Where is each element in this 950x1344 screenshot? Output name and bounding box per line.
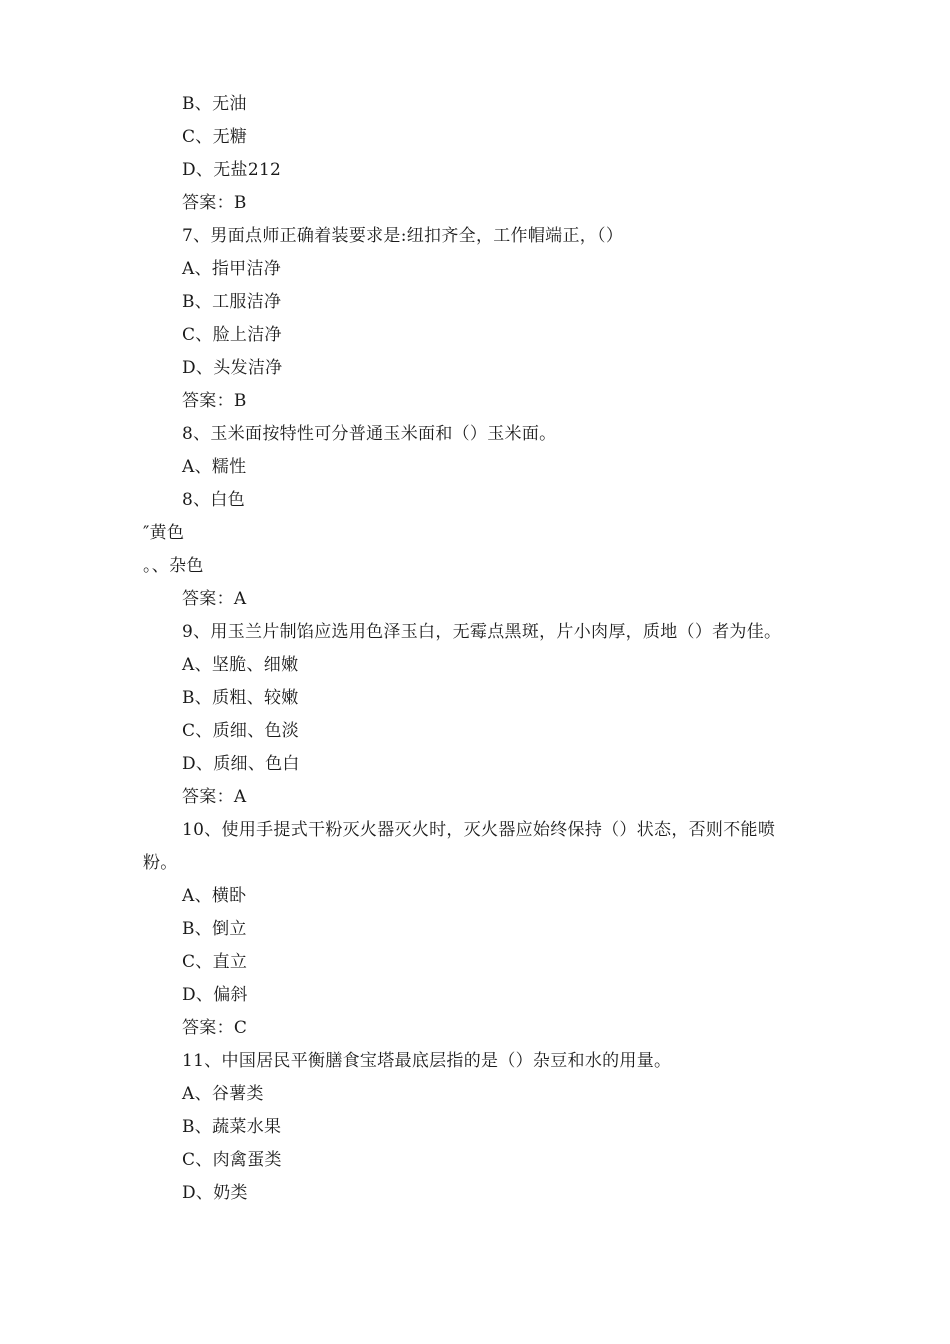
option-b: 8、白色	[182, 490, 246, 510]
option-d: D、奶类	[182, 1183, 248, 1203]
option-c: C、直立	[182, 952, 248, 972]
answer: 答案：A	[182, 589, 247, 609]
answer: 答案：B	[182, 391, 247, 411]
question-11: 11、中国居民平衡膳食宝塔最底层指的是（）杂豆和水的用量。	[182, 1051, 672, 1071]
option-d: D、头发洁净	[182, 358, 283, 378]
answer: 答案：B	[182, 193, 247, 213]
question-10-continuation: 粉。	[143, 853, 178, 873]
option-d: 。、杂色	[143, 556, 204, 576]
option-c: C、脸上洁净	[182, 325, 282, 345]
option-b: B、倒立	[182, 919, 247, 939]
option-c: C、无糖	[182, 127, 248, 147]
question-8: 8、玉米面按特性可分普通玉米面和（）玉米面。	[182, 424, 557, 444]
option-d: D、偏斜	[182, 985, 248, 1005]
option-c: C、质细、色淡	[182, 721, 300, 741]
answer: 答案：C	[182, 1018, 248, 1038]
question-9: 9、用玉兰片制馅应选用色泽玉白，无霉点黑斑，片小肉厚，质地（）者为佳。	[182, 622, 782, 642]
option-d: D、质细、色白	[182, 754, 300, 774]
question-10: 10、使用手提式干粉灭火器灭火时，灭火器应始终保持（）状态，否则不能喷	[182, 820, 776, 840]
option-a: A、谷薯类	[182, 1084, 264, 1104]
option-a: A、坚脆、细嫩	[182, 655, 299, 675]
option-b: B、无油	[182, 94, 247, 114]
option-a: A、糯性	[182, 457, 247, 477]
question-7: 7、男面点师正确着装要求是:纽扣齐全，工作帽端正，（）	[182, 226, 624, 246]
option-b: B、工服洁净	[182, 292, 282, 312]
option-b: B、蔬菜水果	[182, 1117, 282, 1137]
option-a: A、横卧	[182, 886, 247, 906]
option-a: A、指甲洁净	[182, 259, 282, 279]
option-d: D、无盐212	[182, 160, 282, 180]
option-c: C、肉禽蛋类	[182, 1150, 282, 1170]
answer: 答案：A	[182, 787, 247, 807]
option-b: B、质粗、较嫩	[182, 688, 299, 708]
option-c: ″黄色	[143, 523, 185, 543]
